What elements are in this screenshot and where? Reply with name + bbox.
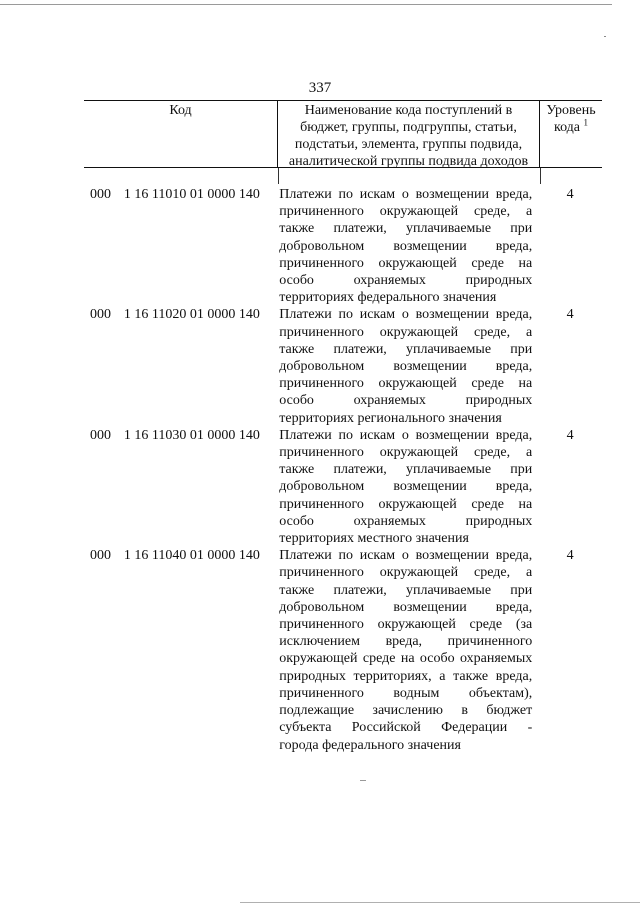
name-line: природных территориях, а также вреда, — [279, 668, 533, 684]
revenue-name — [277, 306, 532, 426]
name-line: также платежи, уплачиваемые при — [279, 582, 533, 598]
footnote-marker: 1 — [583, 117, 589, 128]
table-header — [84, 100, 602, 168]
level-value: 4 — [566, 307, 574, 323]
header-level — [540, 101, 602, 167]
scan-border-top — [0, 4, 612, 5]
table-body — [84, 186, 602, 754]
name-line: добровольном возмещении вреда, — [279, 599, 533, 615]
header-level-line: Уровень — [546, 103, 596, 118]
name-line: исключением вреда, причиненного — [279, 634, 533, 650]
name-line: причиненного окружающей среде, а — [279, 204, 533, 220]
name-line: добровольном возмещении вреда, — [279, 238, 533, 254]
revenue-name — [277, 186, 532, 306]
admin-code: 000 — [90, 307, 111, 323]
name-line: территориях федерального значения — [279, 290, 497, 306]
name-line: причиненного окружающей среде на — [279, 496, 533, 512]
scan-speck — [604, 36, 606, 37]
name-line: Платежи по искам о возмещении вреда, — [279, 307, 533, 323]
name-line: особо охраняемых природных — [279, 513, 533, 529]
name-line: причиненного окружающей среде, а — [279, 324, 533, 340]
table-row — [84, 186, 602, 306]
name-line: территориях местного значения — [279, 531, 469, 547]
revenue-code: 1 16 11010 01 0000 140 — [123, 187, 260, 202]
name-line: особо охраняемых природных — [279, 273, 533, 289]
separator-line — [278, 168, 279, 184]
page-number: 337 — [308, 80, 332, 96]
admin-code: 000 — [90, 187, 111, 202]
name-line: добровольном возмещении вреда, — [279, 479, 533, 495]
name-line: территориях регионального значения — [279, 410, 502, 426]
header-name-line: подстатьи, элемента, группы подвида, — [294, 137, 523, 152]
header-name-line: Наименование кода поступлений в — [304, 103, 513, 118]
name-line: также платежи, уплачиваемые при — [279, 221, 533, 237]
name-line: субъекта Российской Федерации - — [279, 720, 533, 736]
name-line: добровольном возмещении вреда, — [279, 359, 533, 375]
name-line: причиненного окружающей среде, а — [279, 445, 533, 461]
table-row — [84, 306, 602, 426]
name-line: причиненного окружающей среде на — [279, 376, 533, 392]
level-value: 4 — [566, 187, 574, 202]
name-line: подлежащие зачислению в бюджет — [279, 703, 533, 719]
name-line: причиненного окружающей среде (за — [279, 617, 533, 633]
revenue-code: 1 16 11030 01 0000 140 — [123, 427, 260, 443]
header-level-text: кода — [553, 120, 581, 135]
scan-speck — [360, 780, 366, 781]
separator-line — [540, 168, 541, 184]
header-level-line — [540, 119, 602, 136]
name-line: причиненного окружающей среде, а — [279, 565, 533, 581]
name-line: Платежи по искам о возмещении вреда, — [279, 427, 533, 443]
header-name — [278, 101, 540, 167]
name-line: причиненного окружающей среде на — [279, 255, 533, 271]
header-code: Код — [84, 101, 278, 167]
name-line: окружающей среде на особо охраняемых — [279, 651, 533, 667]
scan-border-bottom — [240, 902, 640, 903]
name-line: Платежи по искам о возмещении вреда, — [279, 548, 533, 564]
admin-code: 000 — [90, 427, 111, 443]
name-line: Платежи по искам о возмещении вреда, — [279, 187, 533, 202]
header-name-line: аналитической группы подвида доходов — [288, 154, 529, 169]
revenue-name — [277, 547, 532, 753]
admin-code: 000 — [90, 548, 111, 564]
name-line: также платежи, уплачиваемые при — [279, 462, 533, 478]
name-line: также платежи, уплачиваемые при — [279, 341, 533, 357]
name-line: города федерального значения — [279, 737, 461, 753]
header-name-line: бюджет, группы, подгруппы, статьи, — [300, 120, 517, 135]
level-value: 4 — [566, 548, 574, 564]
table-row — [84, 427, 602, 547]
table-row — [84, 547, 602, 753]
column-separators — [84, 168, 602, 184]
revenue-name — [277, 427, 532, 547]
revenue-code: 1 16 11040 01 0000 140 — [123, 548, 260, 564]
name-line: причиненного водным объектам), — [279, 685, 533, 701]
revenue-code: 1 16 11020 01 0000 140 — [123, 307, 260, 323]
level-value: 4 — [566, 427, 574, 443]
name-line: особо охраняемых природных — [279, 393, 533, 409]
